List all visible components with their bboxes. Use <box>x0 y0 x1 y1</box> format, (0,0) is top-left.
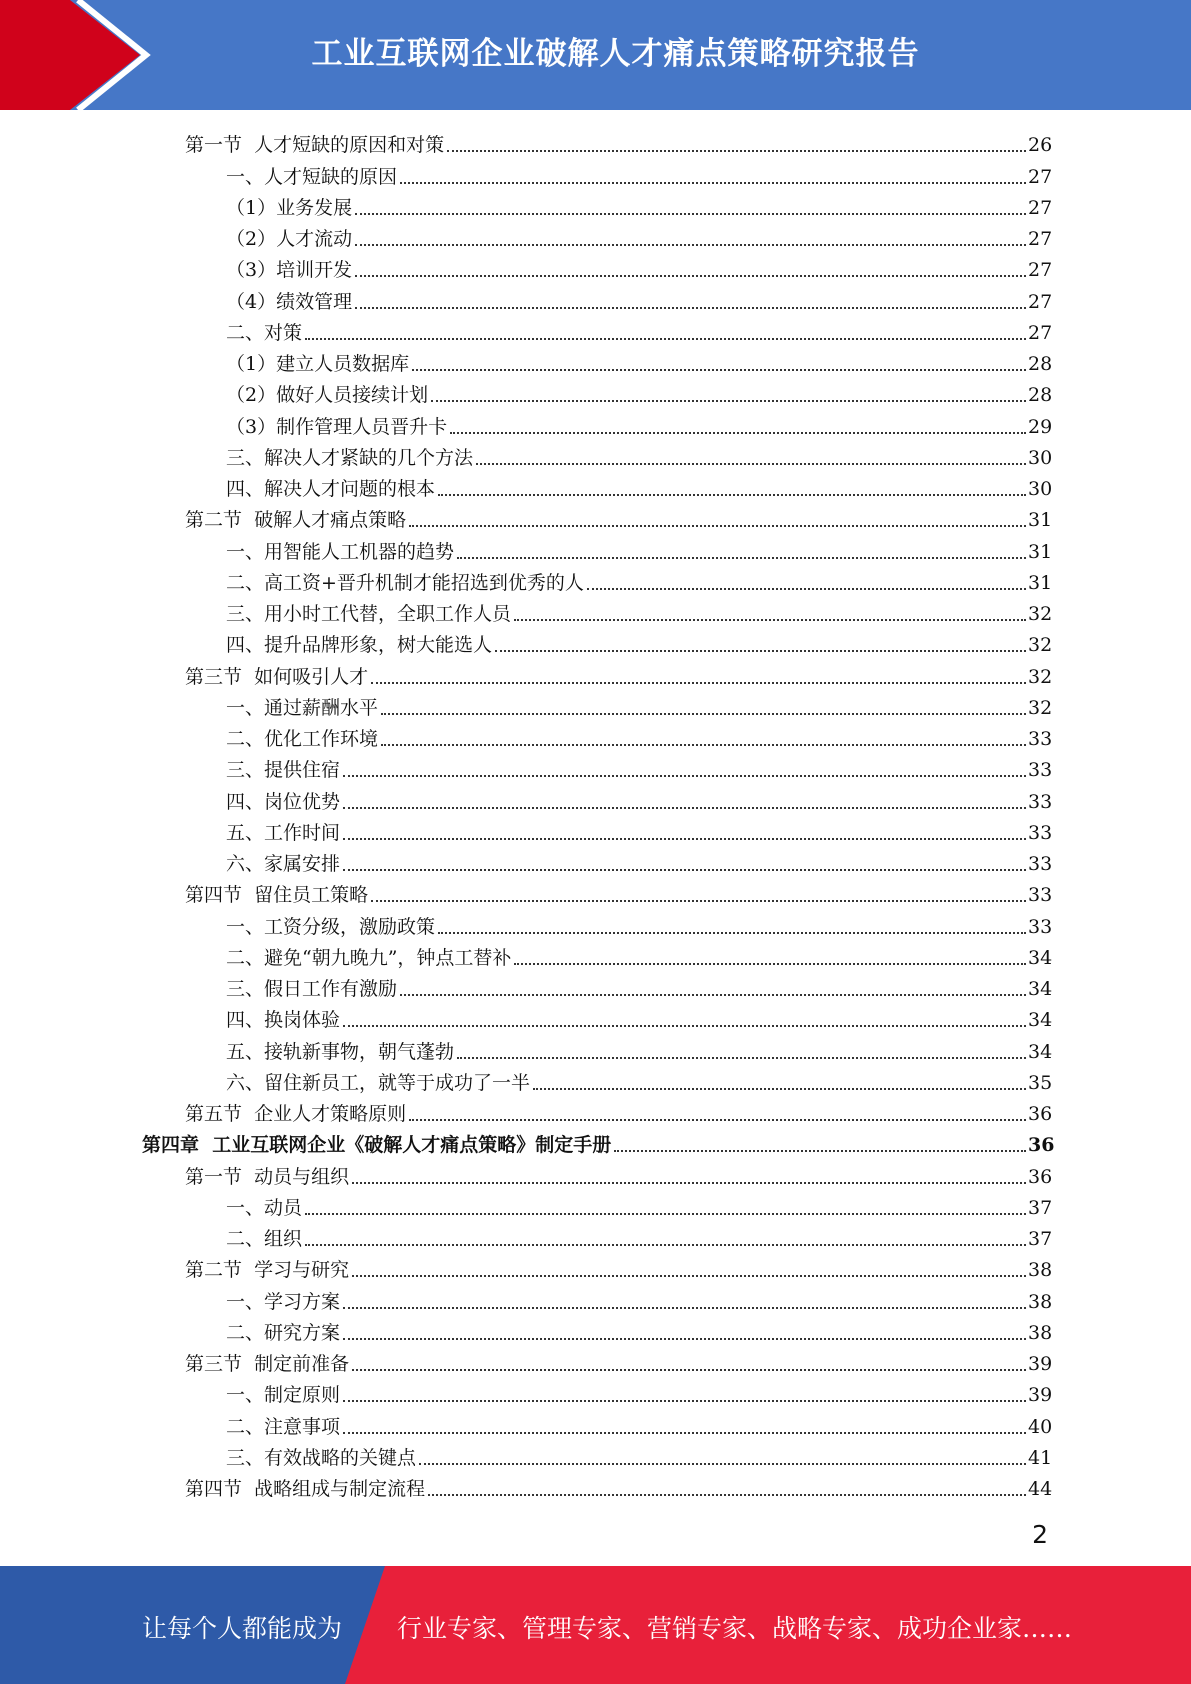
toc-entry[interactable] <box>0 1472 1191 1503</box>
toc-entry[interactable] <box>0 1097 1191 1128</box>
toc-entry-title: 一、学习方案 <box>226 1290 341 1313</box>
toc-entry[interactable] <box>0 534 1191 565</box>
toc-dot-leader <box>343 1025 1026 1027</box>
toc-entry-title: 三、有效战略的关键点 <box>226 1446 417 1469</box>
toc-entry[interactable] <box>0 909 1191 940</box>
toc-entry-title: 六、留住新员工，就等于成功了一半 <box>226 1071 531 1094</box>
toc-dot-leader <box>447 150 1026 152</box>
toc-entry[interactable] <box>0 128 1191 159</box>
toc-dot-leader <box>419 1463 1026 1465</box>
toc-entry-page: 32 <box>1028 665 1053 688</box>
toc-entry-title: 第四章 工业互联网企业《破解人才痛点策略》制定手册 <box>142 1134 612 1157</box>
toc-entry-page: 33 <box>1028 759 1053 782</box>
toc-entry-title: （1）业务发展 <box>226 196 353 219</box>
toc-dot-leader <box>305 338 1026 340</box>
toc-entry[interactable] <box>0 1409 1191 1440</box>
toc-entry-title: 一、通过薪酬水平 <box>226 696 379 719</box>
footer-slogan-left: 让每个人都能成为 <box>142 1614 343 1643</box>
toc-entry-title: 三、提供住宿 <box>226 759 341 782</box>
toc-entry-page: 31 <box>1028 571 1053 594</box>
toc-entry-title: 一、制定原则 <box>226 1384 341 1407</box>
toc-entry-title: 三、解决人才紧缺的几个方法 <box>226 446 474 469</box>
toc-dot-leader <box>457 1057 1026 1059</box>
toc-entry[interactable] <box>0 503 1191 534</box>
toc-entry[interactable] <box>0 1253 1191 1284</box>
toc-dot-leader <box>355 307 1026 309</box>
toc-entry[interactable] <box>0 1441 1191 1472</box>
toc-entry-title: 一、人才短缺的原因 <box>226 165 398 188</box>
toc-entry[interactable] <box>0 659 1191 690</box>
toc-dot-leader <box>355 275 1026 277</box>
toc-entry-page: 26 <box>1028 134 1053 157</box>
toc-entry-page: 31 <box>1028 509 1053 532</box>
toc-entry-title: 一、动员 <box>226 1196 303 1219</box>
toc-entry-title: 二、研究方案 <box>226 1321 341 1344</box>
toc-entry-page: 27 <box>1028 321 1053 344</box>
toc-dot-leader <box>514 619 1026 621</box>
toc-entry[interactable] <box>0 753 1191 784</box>
toc-dot-leader <box>352 1275 1026 1277</box>
toc-entry-page: 27 <box>1028 259 1053 282</box>
toc-entry[interactable] <box>0 1066 1191 1097</box>
toc-entry-page: 33 <box>1028 790 1053 813</box>
toc-dot-leader <box>355 213 1026 215</box>
toc-entry[interactable] <box>0 409 1191 440</box>
toc-entry-page: 30 <box>1028 446 1053 469</box>
toc-entry-page: 36 <box>1028 1165 1053 1188</box>
toc-entry-page: 38 <box>1028 1259 1053 1282</box>
toc-dot-leader <box>438 494 1026 496</box>
toc-entry-page: 30 <box>1028 478 1053 500</box>
toc-entry-title: （3）培训开发 <box>226 259 353 282</box>
toc-entry-title: 四、换岗体验 <box>226 1009 341 1032</box>
toc-entry-page: 40 <box>1028 1415 1053 1438</box>
toc-dot-leader <box>614 1150 1026 1152</box>
toc-entry-title: 第二节 学习与研究 <box>185 1259 350 1282</box>
toc-dot-leader <box>305 1244 1026 1246</box>
toc-entry-title: （2）做好人员接续计划 <box>226 384 429 407</box>
toc-entry-page: 27 <box>1028 165 1053 188</box>
toc-entry-title: 第一节 动员与组织 <box>185 1165 350 1188</box>
toc-entry-page: 34 <box>1028 1040 1053 1063</box>
toc-entry[interactable] <box>0 972 1191 1003</box>
toc-entry[interactable] <box>0 1222 1191 1253</box>
toc-dot-leader <box>533 1088 1026 1090</box>
toc-entry-page: 32 <box>1028 696 1053 719</box>
toc-entry-page: 36 <box>1028 1134 1055 1157</box>
toc-entry-page: 37 <box>1028 1196 1053 1219</box>
toc-entry[interactable] <box>0 1034 1191 1065</box>
toc-entry-title: 第四节 战略组成与制定流程 <box>185 1478 426 1500</box>
toc-dot-leader <box>428 1494 1026 1496</box>
toc-entry[interactable] <box>0 941 1191 972</box>
toc-entry-title: 六、家属安排 <box>226 853 341 875</box>
toc-entry-title: 一、工资分级，激励政策 <box>226 915 436 938</box>
toc-entry-page: 39 <box>1028 1384 1053 1407</box>
toc-entry[interactable] <box>0 784 1191 815</box>
toc-entry-title: 五、工作时间 <box>226 821 341 844</box>
toc-dot-leader <box>305 1213 1026 1215</box>
toc-entry-page: 35 <box>1028 1071 1053 1094</box>
toc-dot-leader <box>343 838 1026 840</box>
toc-entry[interactable] <box>0 722 1191 753</box>
toc-dot-leader <box>381 713 1026 715</box>
toc-dot-leader <box>450 432 1026 434</box>
toc-entry-page: 27 <box>1028 196 1053 219</box>
toc-entry-title: 二、组织 <box>226 1228 303 1250</box>
toc-entry-title: 一、用智能人工机器的趋势 <box>226 540 455 563</box>
toc-entry-page: 32 <box>1028 634 1053 657</box>
toc-dot-leader <box>343 1307 1026 1309</box>
toc-entry-title: 三、用小时工代替，全职工作人员 <box>226 603 512 625</box>
toc-dot-leader <box>412 369 1026 371</box>
toc-entry-title: 第四节 留住员工策略 <box>185 884 369 907</box>
toc-entry-page: 28 <box>1028 353 1053 375</box>
toc-entry[interactable] <box>0 1003 1191 1034</box>
toc-entry-title: 第三节 如何吸引人才 <box>185 665 369 688</box>
toc-entry-title: 二、对策 <box>226 321 303 344</box>
toc-entry-page: 44 <box>1028 1478 1053 1500</box>
toc-dot-leader <box>400 994 1026 996</box>
toc-entry[interactable] <box>0 1128 1191 1159</box>
toc-entry[interactable] <box>0 1159 1191 1190</box>
toc-entry[interactable] <box>0 816 1191 847</box>
toc-entry-title: 第五节 企业人才策略原则 <box>185 1103 407 1125</box>
toc-entry-page: 27 <box>1028 290 1053 313</box>
toc-entry-title: 二、避免“朝九晚九”，钟点工替补 <box>226 946 512 969</box>
toc-dot-leader <box>457 557 1026 559</box>
toc-entry-title: （3）制作管理人员晋升卡 <box>226 415 448 438</box>
toc-entry[interactable] <box>0 691 1191 722</box>
toc-entry[interactable] <box>0 628 1191 659</box>
toc-dot-leader <box>343 1432 1026 1434</box>
toc-dot-leader <box>355 244 1026 246</box>
toc-entry-title: 二、注意事项 <box>226 1415 341 1438</box>
header-title: 工业互联网企业破解人才痛点策略研究报告 <box>311 36 920 72</box>
toc-entry[interactable] <box>0 1191 1191 1222</box>
toc-entry-title: 三、假日工作有激励 <box>226 978 398 1000</box>
toc-entry[interactable] <box>0 1316 1191 1347</box>
toc-entry-page: 32 <box>1028 603 1053 625</box>
toc-entry[interactable] <box>0 191 1191 222</box>
toc-entry[interactable] <box>0 284 1191 315</box>
toc-entry-title: 二、高工资+晋升机制才能招选到优秀的人 <box>226 571 584 594</box>
toc-entry[interactable] <box>0 566 1191 597</box>
toc-dot-leader <box>343 775 1026 777</box>
toc-dot-leader <box>400 182 1026 184</box>
toc-dot-leader <box>343 1400 1026 1402</box>
toc-entry-page: 33 <box>1028 915 1053 938</box>
toc-dot-leader <box>352 1182 1026 1184</box>
toc-entry-title: 四、解决人才问题的根本 <box>226 478 436 500</box>
toc-dot-leader <box>371 900 1026 902</box>
toc-entry[interactable] <box>0 347 1191 378</box>
toc-dot-leader <box>476 463 1026 465</box>
toc-entry-page: 36 <box>1028 1103 1053 1125</box>
toc-entry-page: 37 <box>1028 1228 1053 1250</box>
toc-dot-leader <box>343 1338 1026 1340</box>
toc-dot-leader <box>371 682 1026 684</box>
toc-entry-page: 34 <box>1028 978 1053 1000</box>
toc-dot-leader <box>587 588 1026 590</box>
toc-entry-page: 41 <box>1028 1446 1053 1469</box>
page-number: 2 <box>1032 1520 1048 1549</box>
toc-dot-leader <box>343 807 1026 809</box>
toc-entry-title: （4）绩效管理 <box>226 290 353 313</box>
toc-entry-page: 29 <box>1028 415 1053 438</box>
toc-entry[interactable] <box>0 597 1191 628</box>
page-header <box>0 0 1191 110</box>
toc-dot-leader <box>343 869 1026 871</box>
toc-entry[interactable] <box>0 316 1191 347</box>
toc-entry-page: 28 <box>1028 384 1053 407</box>
toc-entry-page: 27 <box>1028 228 1053 250</box>
toc-dot-leader <box>409 1119 1026 1121</box>
toc-entry[interactable] <box>0 1378 1191 1409</box>
toc-entry-title: 四、岗位优势 <box>226 790 341 813</box>
toc-entry-title: （2）人才流动 <box>226 228 353 250</box>
toc-dot-leader <box>409 525 1026 527</box>
toc-entry[interactable] <box>0 1347 1191 1378</box>
toc-entry[interactable] <box>0 472 1191 503</box>
toc-entry-page: 38 <box>1028 1321 1053 1344</box>
toc-entry-title: 第一节 人才短缺的原因和对策 <box>185 134 445 157</box>
toc-dot-leader <box>438 932 1026 934</box>
page-footer <box>0 1566 1191 1684</box>
toc-entry-page: 33 <box>1028 728 1053 750</box>
toc-dot-leader <box>352 1369 1026 1371</box>
toc-entry[interactable] <box>0 222 1191 253</box>
toc-entry[interactable] <box>0 878 1191 909</box>
toc-entry-title: 二、优化工作环境 <box>226 728 379 750</box>
toc-entry[interactable] <box>0 441 1191 472</box>
toc-entry-title: （1）建立人员数据库 <box>226 353 410 375</box>
toc-entry-page: 31 <box>1028 540 1053 563</box>
toc-entry-title: 四、提升品牌形象，树大能选人 <box>226 634 493 657</box>
toc-entry-page: 33 <box>1028 821 1053 844</box>
toc-dot-leader <box>431 400 1026 402</box>
toc-entry-page: 38 <box>1028 1290 1053 1313</box>
toc-entry[interactable] <box>0 378 1191 409</box>
toc-entry[interactable] <box>0 159 1191 190</box>
toc-entry-page: 34 <box>1028 946 1053 969</box>
toc-dot-leader <box>514 963 1026 965</box>
toc-entry-page: 33 <box>1028 884 1053 907</box>
toc-entry[interactable] <box>0 1284 1191 1315</box>
toc-entry-title: 五、接轨新事物，朝气蓬勃 <box>226 1040 455 1063</box>
footer-slogan-right: 行业专家、管理专家、营销专家、战略专家、成功企业家…… <box>397 1614 1073 1643</box>
toc-dot-leader <box>495 650 1026 652</box>
toc-entry-title: 第二节 破解人才痛点策略 <box>185 509 407 532</box>
toc-entry[interactable] <box>0 253 1191 284</box>
toc-entry-page: 34 <box>1028 1009 1053 1032</box>
table-of-contents <box>0 128 1191 1503</box>
toc-entry-title: 第三节 制定前准备 <box>185 1353 350 1375</box>
toc-entry-page: 39 <box>1028 1353 1053 1375</box>
toc-entry[interactable] <box>0 847 1191 878</box>
toc-entry-page: 33 <box>1028 853 1053 875</box>
toc-dot-leader <box>381 744 1026 746</box>
